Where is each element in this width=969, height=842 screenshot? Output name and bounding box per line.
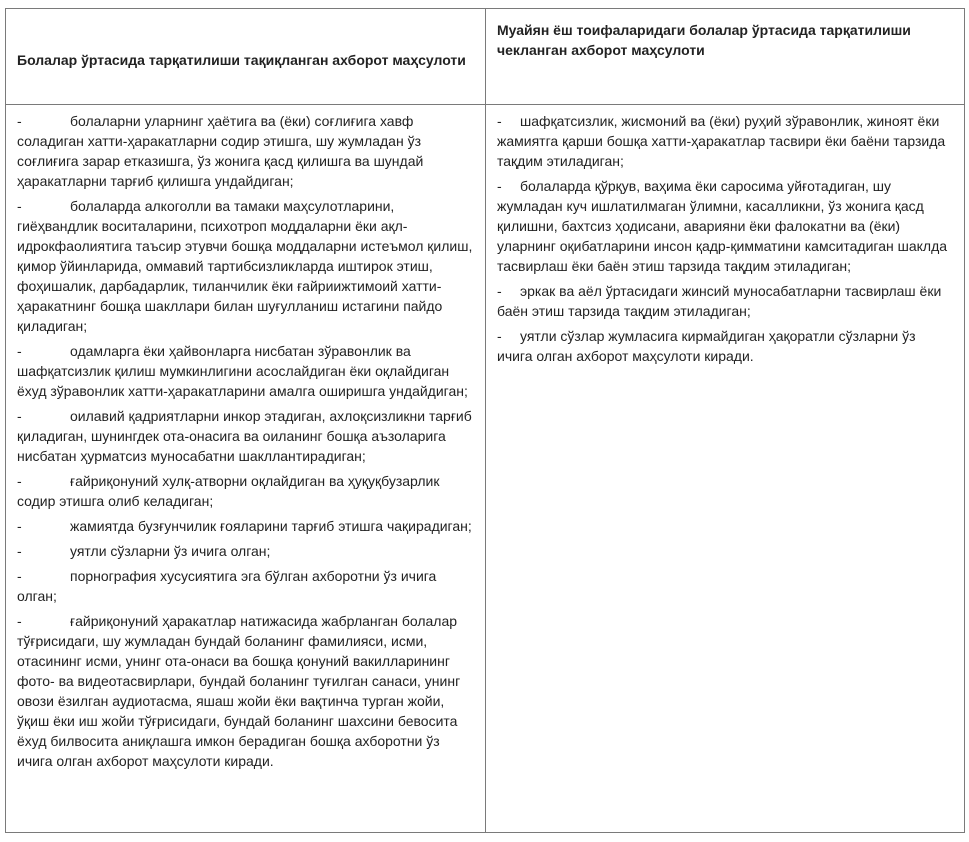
list-item xyxy=(17,341,473,401)
list-item xyxy=(17,566,473,606)
list-item xyxy=(17,196,473,336)
header-cell-prohibited xyxy=(6,9,486,105)
content-table xyxy=(5,8,965,833)
table-body-row xyxy=(6,105,965,833)
header-prohibited-text: Болалар ўртасида тарқатилиши тақиқланган ахборот маҳсулоти xyxy=(17,51,466,68)
bullet-dash: - xyxy=(17,543,22,559)
list-item xyxy=(17,471,473,511)
bullet-dash: - xyxy=(17,518,22,534)
list-item xyxy=(17,516,473,536)
list-item-text: болаларни уларнинг ҳаётига ва (ёки) соғлиғига хавф соладиган хатти-ҳаракатларни содир этишга, шу жумладан ўз соғлиғига зарар етказишга, ўз жонига қасд қилишга ва шундай ҳаракатларни тарғиб қилишга ундайдиган; xyxy=(17,113,424,189)
list-item-text: ғайриқонуний ҳаракатлар натижасида жабрланган болалар тўғрисидаги, шу жумладан бундай боланинг фамилияси, исми, отасининг исми, унинг ота-онаси ва бошқа қонуний вакилларининг фото- ва видеотасвирлари, бундай боланинг туғилган санаси, унинг овози ёзилган аудиотасма, яшаш жойи ёки вақтинча турган жойи, ўқиш ёки иш жойи тўғрисидаги, бундай боланинг шахсини бевосита ёхуд билвосита аниқлашга имкон берадиган бошқа ахборотни ўз ичига олган ахборот маҳсулоти киради. xyxy=(17,613,461,769)
bullet-dash: - xyxy=(497,328,502,344)
table-header-row xyxy=(6,9,965,105)
bullet-dash: - xyxy=(497,178,502,194)
list-item-text: эркак ва аёл ўртасидаги жинсий муносабатларни тасвирлаш ёки баён этиш тарзида тақдим этиладиган; xyxy=(497,283,942,319)
list-item-text: болаларда қўрқув, ваҳима ёки саросима уйғотадиган, шу жумладан куч ишлатилмаган ўлимни, касалликни, ўз жонига қасд қилишни, бахтсиз ҳодисани, аварияни ёки фалокатни ва (ёки) уларнинг оқибатларини инсон қадр-қимматини камситадиган шаклда тасвирлаш ёки баён этиш тарзида тақдим этиладиган; xyxy=(497,178,948,274)
bullet-dash: - xyxy=(17,408,22,424)
list-item xyxy=(497,176,952,276)
list-item-text: порнография хусусиятига эга бўлган ахборотни ўз ичига олган; xyxy=(17,568,437,604)
list-item xyxy=(497,281,952,321)
bullet-dash: - xyxy=(17,568,22,584)
header-restricted-text: Муайян ёш тоифаларидаги болалар ўртасида тарқатилиши чекланган ахборот маҳсулоти xyxy=(497,22,911,58)
list-item-text: уятли сўзлар жумласига кирмайдиган ҳақоратли сўзларни ўз ичига олган ахборот маҳсулоти киради. xyxy=(497,328,916,364)
bullet-dash: - xyxy=(17,198,22,214)
bullet-dash: - xyxy=(497,283,502,299)
list-item-text: болаларда алкоголли ва тамаки маҳсулотларини, гиёҳвандлик воситаларини, психотроп моддаларни ёки ақл-идрокфаолиятига таъсир этувчи бошқа моддаларни истеъмол қилиш, қимор ўйинларида, оммавий тартибсизликларда иштирок этиш, фоҳишалик, дарбадарлик, тиланчилик ёки ғайриижтимоий хатти-ҳаракатнинг бошқа шакллари билан шуғулланиш истагини пайдо қиладиган; xyxy=(17,198,473,334)
list-item xyxy=(497,111,952,171)
restricted-items-cell xyxy=(486,105,965,833)
list-item-text: шафқатсизлик, жисмоний ва (ёки) руҳий зўравонлик, жиноят ёки жамиятга қарши бошқа хатти-ҳаракатлар тасвири ёки баёни тарзида тақдим этиладиган; xyxy=(497,113,946,169)
list-item xyxy=(497,326,952,366)
list-item-text: жамиятда бузғунчилик ғояларини тарғиб этишга чақирадиган; xyxy=(70,518,472,534)
prohibited-items-cell xyxy=(6,105,486,833)
bullet-dash: - xyxy=(497,113,502,129)
bullet-dash: - xyxy=(17,613,22,629)
list-item xyxy=(17,611,473,771)
bullet-dash: - xyxy=(17,473,22,489)
bullet-dash: - xyxy=(17,113,22,129)
list-item-text: одамларга ёки ҳайвонларга нисбатан зўравонлик ва шафқатсизлик қилиш мумкинлигини асослайдиган ёки оқлайдиган ёхуд зўравонлик хатти-ҳаракатларини амалга оширишга ундайдиган; xyxy=(17,343,468,399)
list-item-text: оилавий қадриятларни инкор этадиган, ахлоқсизликни тарғиб қиладиган, шунингдек ота-онасига ва оиланинг бошқа аъзоларига нисбатан ҳурматсиз муносабатни шакллантирадиган; xyxy=(17,408,472,464)
list-item-text: уятли сўзларни ўз ичига олган; xyxy=(70,543,271,559)
header-cell-restricted xyxy=(486,9,965,105)
list-item-text: ғайриқонуний хулқ-атворни оқлайдиган ва ҳуқуқбузарлик содир этишга олиб келадиган; xyxy=(17,473,440,509)
list-item xyxy=(17,111,473,191)
bullet-dash: - xyxy=(17,343,22,359)
list-item xyxy=(17,541,473,561)
list-item xyxy=(17,406,473,466)
